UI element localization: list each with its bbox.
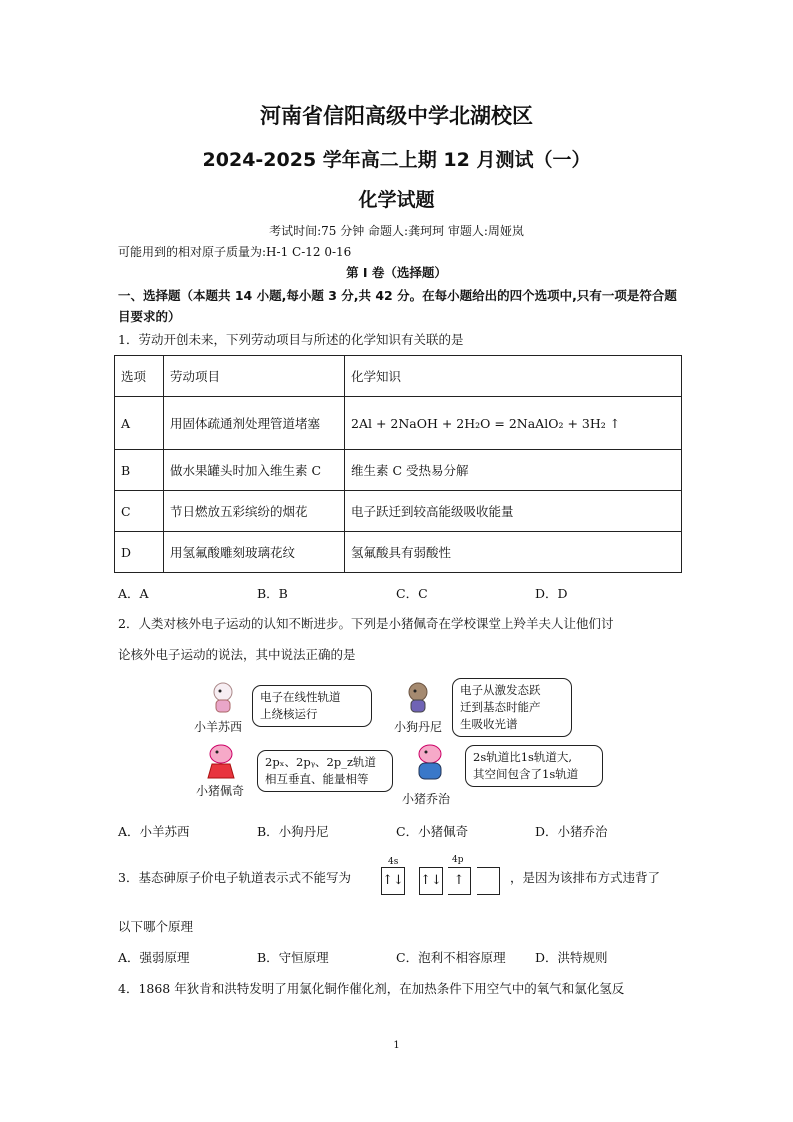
speech-bubble [252, 685, 372, 727]
q1-table [114, 355, 682, 573]
header-cell: 选项 [115, 356, 164, 397]
option-b: B．守恒原理 [257, 950, 329, 965]
item-cell: 用氢氟酸雕刻玻璃花纹 [164, 532, 345, 573]
orbital-box-4p-3 [477, 867, 500, 895]
bubble-line: 电子在线性轨道 [260, 690, 341, 704]
q2-stem-line1: 2．人类对核外电子运动的认知不断进步。下列是小猪佩奇在学校课堂上羚羊夫人让他们讨 [118, 616, 614, 631]
orbital-box-4p-2: ↑ [448, 867, 471, 895]
q4-stem: 4．1868 年狄肯和洪特发明了用氯化铜作催化剂，在加热条件下用空气中的氧气和氯化氢反 [118, 981, 625, 996]
option-c: C．C [396, 586, 428, 601]
bubble-line: 生吸收光谱 [460, 717, 518, 731]
option-c: C．小猪佩奇 [396, 824, 469, 839]
option-cell: C [115, 491, 164, 532]
bubble-line: 迁到基态时能产 [460, 700, 541, 714]
table-row [115, 491, 682, 532]
q3-stem-c: 以下哪个原理 [118, 919, 194, 934]
option-cell: D [115, 532, 164, 573]
school-title: 河南省信阳高级中学北湖校区 [260, 104, 533, 128]
option-a: A．强弱原理 [118, 950, 190, 965]
orbital-label-4p: 4p [452, 855, 464, 865]
speech-bubble [465, 745, 603, 787]
q1-stem: 1．劳动开创未来，下列劳动项目与所述的化学知识有关联的是 [118, 332, 464, 347]
bubble-line: 2s轨道比1s轨道大, [473, 750, 573, 764]
orbital-label-4s: 4s [388, 857, 399, 867]
orbital-box-4s: ↑↓ [381, 867, 405, 895]
section-heading: 一、选择题（本题共 14 小题,每小题 3 分,共 42 分。在每小题给出的四个选项中,只有一项是符合题目要求的） [118, 288, 677, 324]
q3-stem-b: ，是因为该排布方式违背了 [510, 870, 661, 885]
option-a: A．A [118, 586, 149, 601]
q2-stem-line2: 论核外电子运动的说法，其中说法正确的是 [118, 647, 356, 662]
sheep-character-icon [205, 680, 241, 716]
option-b: B．小狗丹尼 [257, 824, 329, 839]
option-d: D．小猪乔治 [535, 824, 608, 839]
item-cell: 用固体疏通剂处理管道堵塞 [164, 397, 345, 450]
option-b: B．B [257, 586, 288, 601]
volume-heading: 第 I 卷（选择题） [346, 265, 447, 280]
subject-title: 化学试题 [358, 189, 435, 211]
bubble-line: 相互垂直、能量相等 [265, 772, 369, 786]
table-row [115, 356, 682, 397]
bubble-line: 2pₓ、2pᵧ、2p_z轨道 [265, 755, 377, 769]
character-name: 小羊苏西 [194, 720, 243, 734]
character-name: 小猪乔治 [402, 792, 451, 806]
character-name: 小猪佩奇 [196, 784, 245, 798]
peppa-character-icon [203, 742, 239, 782]
exam-meta: 考试时间:75 分钟 命题人:龚珂珂 审题人:周娅岚 [269, 224, 524, 238]
table-row [115, 450, 682, 491]
option-a: A．小羊苏西 [118, 824, 190, 839]
item-cell: 节日燃放五彩缤纷的烟花 [164, 491, 345, 532]
exam-title: 2024-2025 学年高二上期 12 月测试（一） [202, 149, 591, 171]
george-character-icon [410, 742, 450, 782]
atomic-mass-line: 可能用到的相对原子质量为:H-1 C-12 0-16 [118, 245, 352, 259]
item-cell: 做水果罐头时加入维生素 C [164, 450, 345, 491]
option-cell: A [115, 397, 164, 450]
bubble-line: 电子从激发态跃 [460, 683, 541, 697]
bubble-line: 上绕核运行 [260, 707, 318, 721]
knowledge-cell: 2Al + 2NaOH + 2H₂O = 2NaAlO₂ + 3H₂ ↑ [345, 397, 682, 450]
character-name: 小狗丹尼 [394, 720, 443, 734]
q2-options [118, 822, 678, 840]
q3-options [118, 948, 678, 966]
option-d: D．洪特规则 [535, 950, 608, 965]
knowledge-cell: 维生素 C 受热易分解 [345, 450, 682, 491]
page-number: 1 [393, 1040, 400, 1051]
option-cell: B [115, 450, 164, 491]
table-row [115, 532, 682, 573]
option-c: C．泡利不相容原理 [396, 950, 506, 965]
speech-bubble [257, 750, 393, 792]
knowledge-cell: 电子跃迁到较高能级吸收能量 [345, 491, 682, 532]
option-d: D．D [535, 586, 568, 601]
q3-stem-a: 3．基态砷原子价电子轨道表示式不能写为 [118, 870, 351, 885]
bubble-line: 其空间包含了1s轨道 [473, 767, 579, 781]
q1-options [118, 584, 678, 602]
orbital-box-4p-1: ↑↓ [419, 867, 443, 895]
knowledge-cell: 氢氟酸具有弱酸性 [345, 532, 682, 573]
speech-bubble [452, 678, 572, 737]
table-row [115, 397, 682, 450]
dog-character-icon [400, 680, 436, 716]
header-cell: 化学知识 [345, 356, 682, 397]
header-cell: 劳动项目 [164, 356, 345, 397]
